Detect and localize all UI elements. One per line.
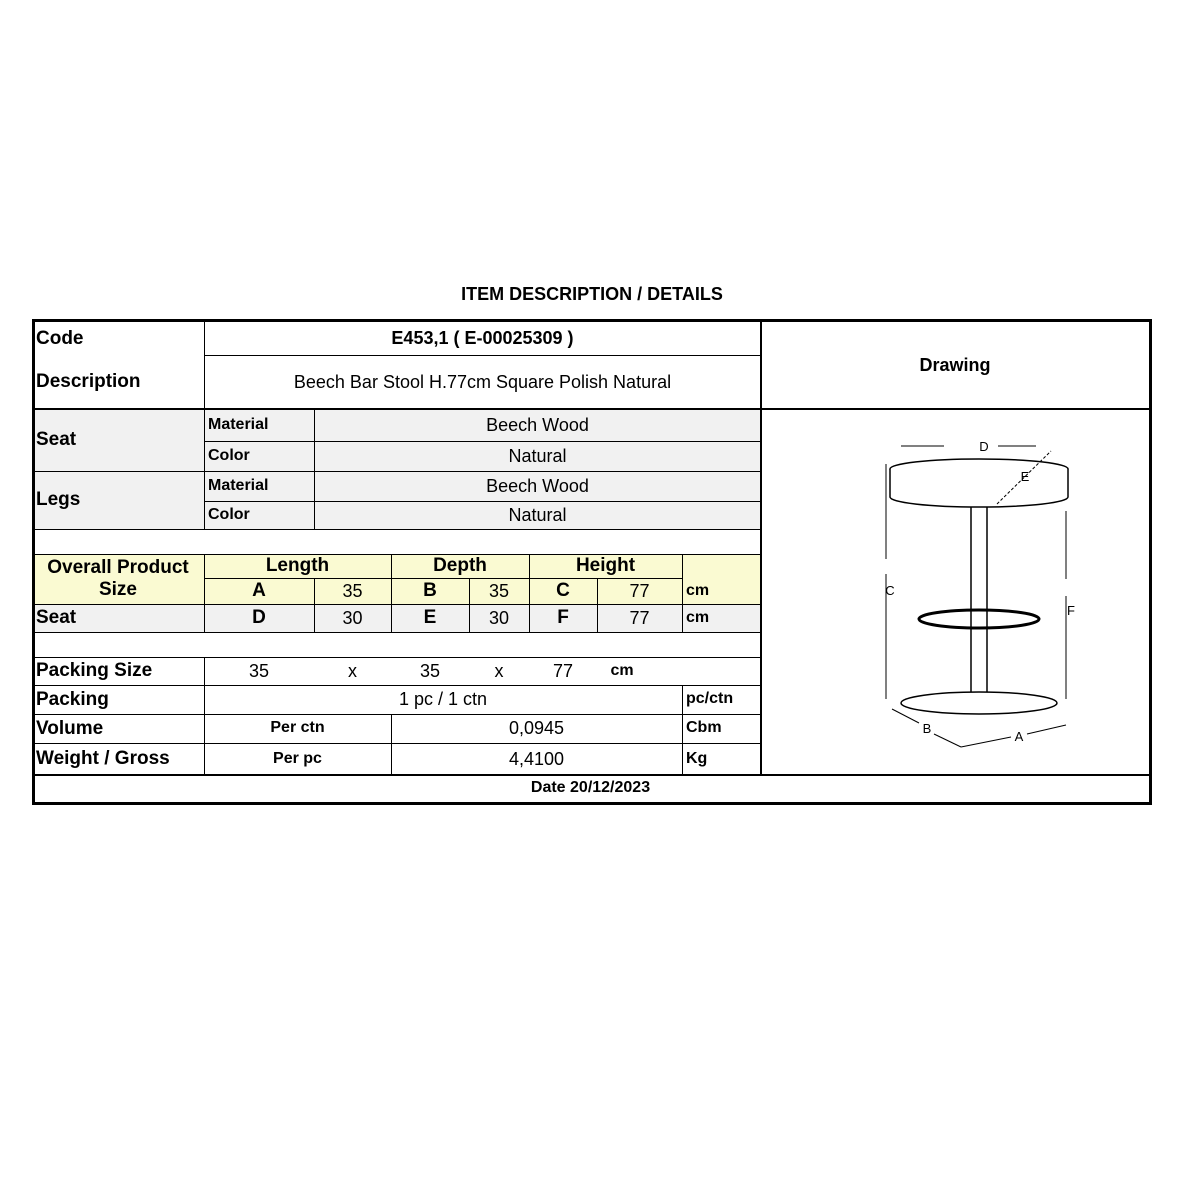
packing-x2: x xyxy=(494,660,504,681)
drawing-label: Drawing xyxy=(919,355,991,376)
code-label: Code xyxy=(36,327,84,349)
weight-basis: Per pc xyxy=(273,749,322,767)
weight-label: Weight / Gross xyxy=(36,748,170,770)
description-label: Description xyxy=(36,371,141,393)
dim-b-value: 35 xyxy=(488,580,510,601)
dim-c-letter: C xyxy=(556,580,570,602)
dim-f-letter: F xyxy=(557,607,569,629)
packing-value: 1 pc / 1 ctn xyxy=(398,689,488,710)
packing-label: Packing xyxy=(36,688,109,710)
code-value: E453,1 ( E-00025309 ) xyxy=(391,328,574,349)
overall-unit: cm xyxy=(686,581,710,599)
dim-e-value: 30 xyxy=(488,607,510,628)
height-header: Height xyxy=(575,555,636,577)
dim-e-letter: E xyxy=(423,607,437,629)
volume-label: Volume xyxy=(36,717,104,739)
description-value: Beech Bar Stool H.77cm Square Polish Natural xyxy=(293,371,672,392)
volume-unit: Cbm xyxy=(686,719,722,737)
date-footer: Date 20/12/2023 xyxy=(530,779,651,797)
dim-b-letter: B xyxy=(423,580,437,602)
packing-width: 35 xyxy=(419,660,441,681)
legs-color-value: Natural xyxy=(508,504,567,525)
legs-color-label: Color xyxy=(208,505,250,523)
label-f: F xyxy=(1067,603,1075,618)
packing-size-label: Packing Size xyxy=(36,660,153,682)
table-frame xyxy=(32,319,1152,805)
label-b: B xyxy=(922,721,932,736)
label-e: E xyxy=(1020,469,1030,484)
seat-size-unit: cm xyxy=(686,608,710,626)
dim-d-letter: D xyxy=(252,607,266,629)
legs-material-label: Material xyxy=(208,476,269,494)
overall-size-label: Overall Product Size xyxy=(47,557,189,600)
sheet-title: ITEM DESCRIPTION / DETAILS xyxy=(461,284,723,304)
dim-d-value: 30 xyxy=(342,607,363,628)
volume-basis: Per ctn xyxy=(270,719,325,737)
packing-unit: pc/ctn xyxy=(686,690,734,708)
seat-size-label: Seat xyxy=(36,607,77,629)
seat-color-label: Color xyxy=(208,446,250,464)
dim-a-letter: A xyxy=(252,580,266,602)
dim-a-value: 35 xyxy=(342,580,363,601)
weight-unit: Kg xyxy=(686,749,708,767)
weight-value: 4,4100 xyxy=(508,748,565,769)
packing-height: 77 xyxy=(552,660,574,681)
label-c: C xyxy=(885,583,895,598)
depth-header: Depth xyxy=(433,555,487,577)
packing-length: 35 xyxy=(248,660,270,681)
dim-c-value: 77 xyxy=(629,580,650,601)
packing-size-unit: cm xyxy=(610,661,634,679)
volume-value: 0,0945 xyxy=(508,718,565,739)
dim-f-value: 77 xyxy=(629,607,650,628)
label-d: D xyxy=(979,439,989,454)
legs-material-value: Beech Wood xyxy=(486,475,589,496)
seat-color-value: Natural xyxy=(508,445,567,466)
label-a: A xyxy=(1014,729,1024,744)
seat-material-value: Beech Wood xyxy=(486,414,589,435)
length-header: Length xyxy=(265,555,330,577)
seat-material-label: Material xyxy=(208,415,269,433)
packing-x1: x xyxy=(348,660,357,681)
legs-label: Legs xyxy=(36,489,81,511)
seat-label: Seat xyxy=(36,429,77,451)
